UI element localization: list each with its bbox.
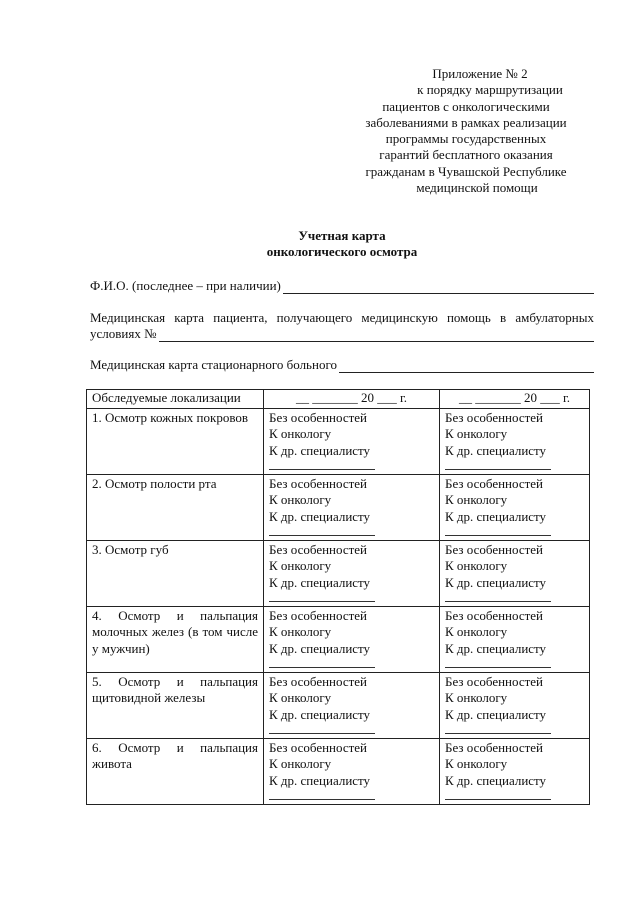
- location-cell: 3. Осмотр губ: [87, 540, 264, 606]
- header-locations: Обследуемые локализации: [87, 390, 264, 409]
- table-row: [87, 474, 590, 540]
- result-cell[interactable]: [440, 606, 590, 672]
- fio-field: [90, 278, 594, 294]
- option-to-oncologist: К онкологу: [445, 690, 508, 705]
- result-cell[interactable]: [264, 606, 440, 672]
- result-cell[interactable]: [264, 672, 440, 738]
- option-to-other-specialist: К др. специалисту: [445, 574, 547, 590]
- result-cell[interactable]: [440, 474, 590, 540]
- header-date-2[interactable]: __ _______ 20 ___ г.: [440, 390, 590, 409]
- option-to-other-specialist: К др. специалисту: [445, 640, 547, 656]
- option-to-oncologist: К онкологу: [445, 558, 508, 573]
- specialist-blank-line[interactable]: [445, 789, 551, 800]
- specialist-blank-line[interactable]: [269, 591, 375, 602]
- option-to-oncologist: К онкологу: [269, 624, 332, 639]
- outpatient-blank-line[interactable]: [159, 329, 595, 342]
- specialist-blank-line[interactable]: [445, 657, 551, 668]
- location-cell: 2. Осмотр полости рта: [87, 474, 264, 540]
- inpatient-label: Медицинская карта стационарного больного: [90, 357, 337, 372]
- option-no-findings: Без особенностей: [269, 739, 368, 755]
- appendix-line: гражданам в Чувашской Республике: [365, 163, 567, 179]
- location-cell: 6. Осмотр и пальпация живота: [87, 738, 264, 804]
- specialist-blank-line[interactable]: [445, 591, 551, 602]
- appendix-header: [340, 66, 592, 196]
- appendix-line: заболеваниями в рамках реализации: [365, 114, 567, 130]
- option-to-oncologist: К онкологу: [269, 558, 332, 573]
- inpatient-card-field: [90, 357, 594, 373]
- fio-label: Ф.И.О. (последнее – при наличии): [90, 278, 281, 293]
- specialist-blank-line[interactable]: [445, 723, 551, 734]
- option-no-findings: Без особенностей: [445, 739, 544, 755]
- location-cell: 4. Осмотр и пальпация молочных желез (в том числе у мужчин): [87, 606, 264, 672]
- title-line-1: Учетная карта: [298, 228, 386, 243]
- option-no-findings: Без особенностей: [445, 409, 544, 425]
- option-no-findings: Без особенностей: [445, 475, 544, 491]
- appendix-line: Приложение № 2: [432, 66, 528, 81]
- option-to-oncologist: К онкологу: [269, 492, 332, 507]
- document-title: [90, 228, 594, 260]
- result-cell[interactable]: [440, 408, 590, 474]
- option-to-oncologist: К онкологу: [445, 756, 508, 771]
- specialist-blank-line[interactable]: [269, 789, 375, 800]
- option-to-oncologist: К онкологу: [269, 690, 332, 705]
- option-to-other-specialist: К др. специалисту: [269, 574, 371, 590]
- specialist-blank-line[interactable]: [269, 723, 375, 734]
- specialist-blank-line[interactable]: [269, 525, 375, 536]
- outpatient-label: Медицинская карта пациента, получающего медицинскую помощь в амбулаторных: [90, 310, 594, 325]
- result-cell[interactable]: [264, 540, 440, 606]
- appendix-line: пациентов с онкологическими: [382, 98, 550, 114]
- fio-blank-line[interactable]: [283, 281, 594, 294]
- option-no-findings: Без особенностей: [445, 607, 544, 623]
- option-to-other-specialist: К др. специалисту: [269, 508, 371, 524]
- appendix-line: гарантий бесплатного оказания: [379, 147, 553, 163]
- location-cell: 1. Осмотр кожных покровов: [87, 408, 264, 474]
- table-row: [87, 672, 590, 738]
- option-no-findings: Без особенностей: [445, 673, 544, 689]
- option-to-other-specialist: К др. специалисту: [445, 442, 547, 458]
- specialist-blank-line[interactable]: [445, 459, 551, 470]
- option-no-findings: Без особенностей: [269, 475, 368, 491]
- result-cell[interactable]: [440, 672, 590, 738]
- option-to-other-specialist: К др. специалисту: [269, 772, 371, 788]
- result-cell[interactable]: [440, 540, 590, 606]
- option-to-oncologist: К онкологу: [269, 756, 332, 771]
- table-header-row: [87, 390, 590, 409]
- option-to-other-specialist: К др. специалисту: [445, 508, 547, 524]
- result-cell[interactable]: [440, 738, 590, 804]
- option-to-oncologist: К онкологу: [445, 624, 508, 639]
- table-row: [87, 606, 590, 672]
- option-no-findings: Без особенностей: [269, 607, 368, 623]
- option-to-other-specialist: К др. специалисту: [445, 706, 547, 722]
- specialist-blank-line[interactable]: [269, 657, 375, 668]
- table-row: [87, 408, 590, 474]
- appendix-line: медицинской помощи: [416, 180, 538, 196]
- inpatient-blank-line[interactable]: [339, 360, 594, 373]
- specialist-blank-line[interactable]: [445, 525, 551, 536]
- option-no-findings: Без особенностей: [445, 541, 544, 557]
- appendix-line: к порядку маршрутизации: [417, 82, 563, 98]
- option-to-oncologist: К онкологу: [269, 426, 332, 441]
- option-to-oncologist: К онкологу: [445, 426, 508, 441]
- specialist-blank-line[interactable]: [269, 459, 375, 470]
- table-row: [87, 540, 590, 606]
- examination-table: [86, 389, 590, 805]
- option-to-other-specialist: К др. специалисту: [445, 772, 547, 788]
- option-no-findings: Без особенностей: [269, 409, 368, 425]
- appendix-line: программы государственных: [385, 131, 547, 147]
- outpatient-label-number: условиях №: [90, 326, 157, 341]
- location-cell: 5. Осмотр и пальпация щитовидной железы: [87, 672, 264, 738]
- option-no-findings: Без особенностей: [269, 541, 368, 557]
- option-no-findings: Без особенностей: [269, 673, 368, 689]
- option-to-oncologist: К онкологу: [445, 492, 508, 507]
- header-date-1[interactable]: __ _______ 20 ___ г.: [264, 390, 440, 409]
- title-line-2: онкологического осмотра: [266, 244, 418, 259]
- option-to-other-specialist: К др. специалисту: [269, 706, 371, 722]
- option-to-other-specialist: К др. специалисту: [269, 442, 371, 458]
- result-cell[interactable]: [264, 408, 440, 474]
- outpatient-card-field: [90, 310, 594, 342]
- option-to-other-specialist: К др. специалисту: [269, 640, 371, 656]
- table-row: [87, 738, 590, 804]
- result-cell[interactable]: [264, 474, 440, 540]
- result-cell[interactable]: [264, 738, 440, 804]
